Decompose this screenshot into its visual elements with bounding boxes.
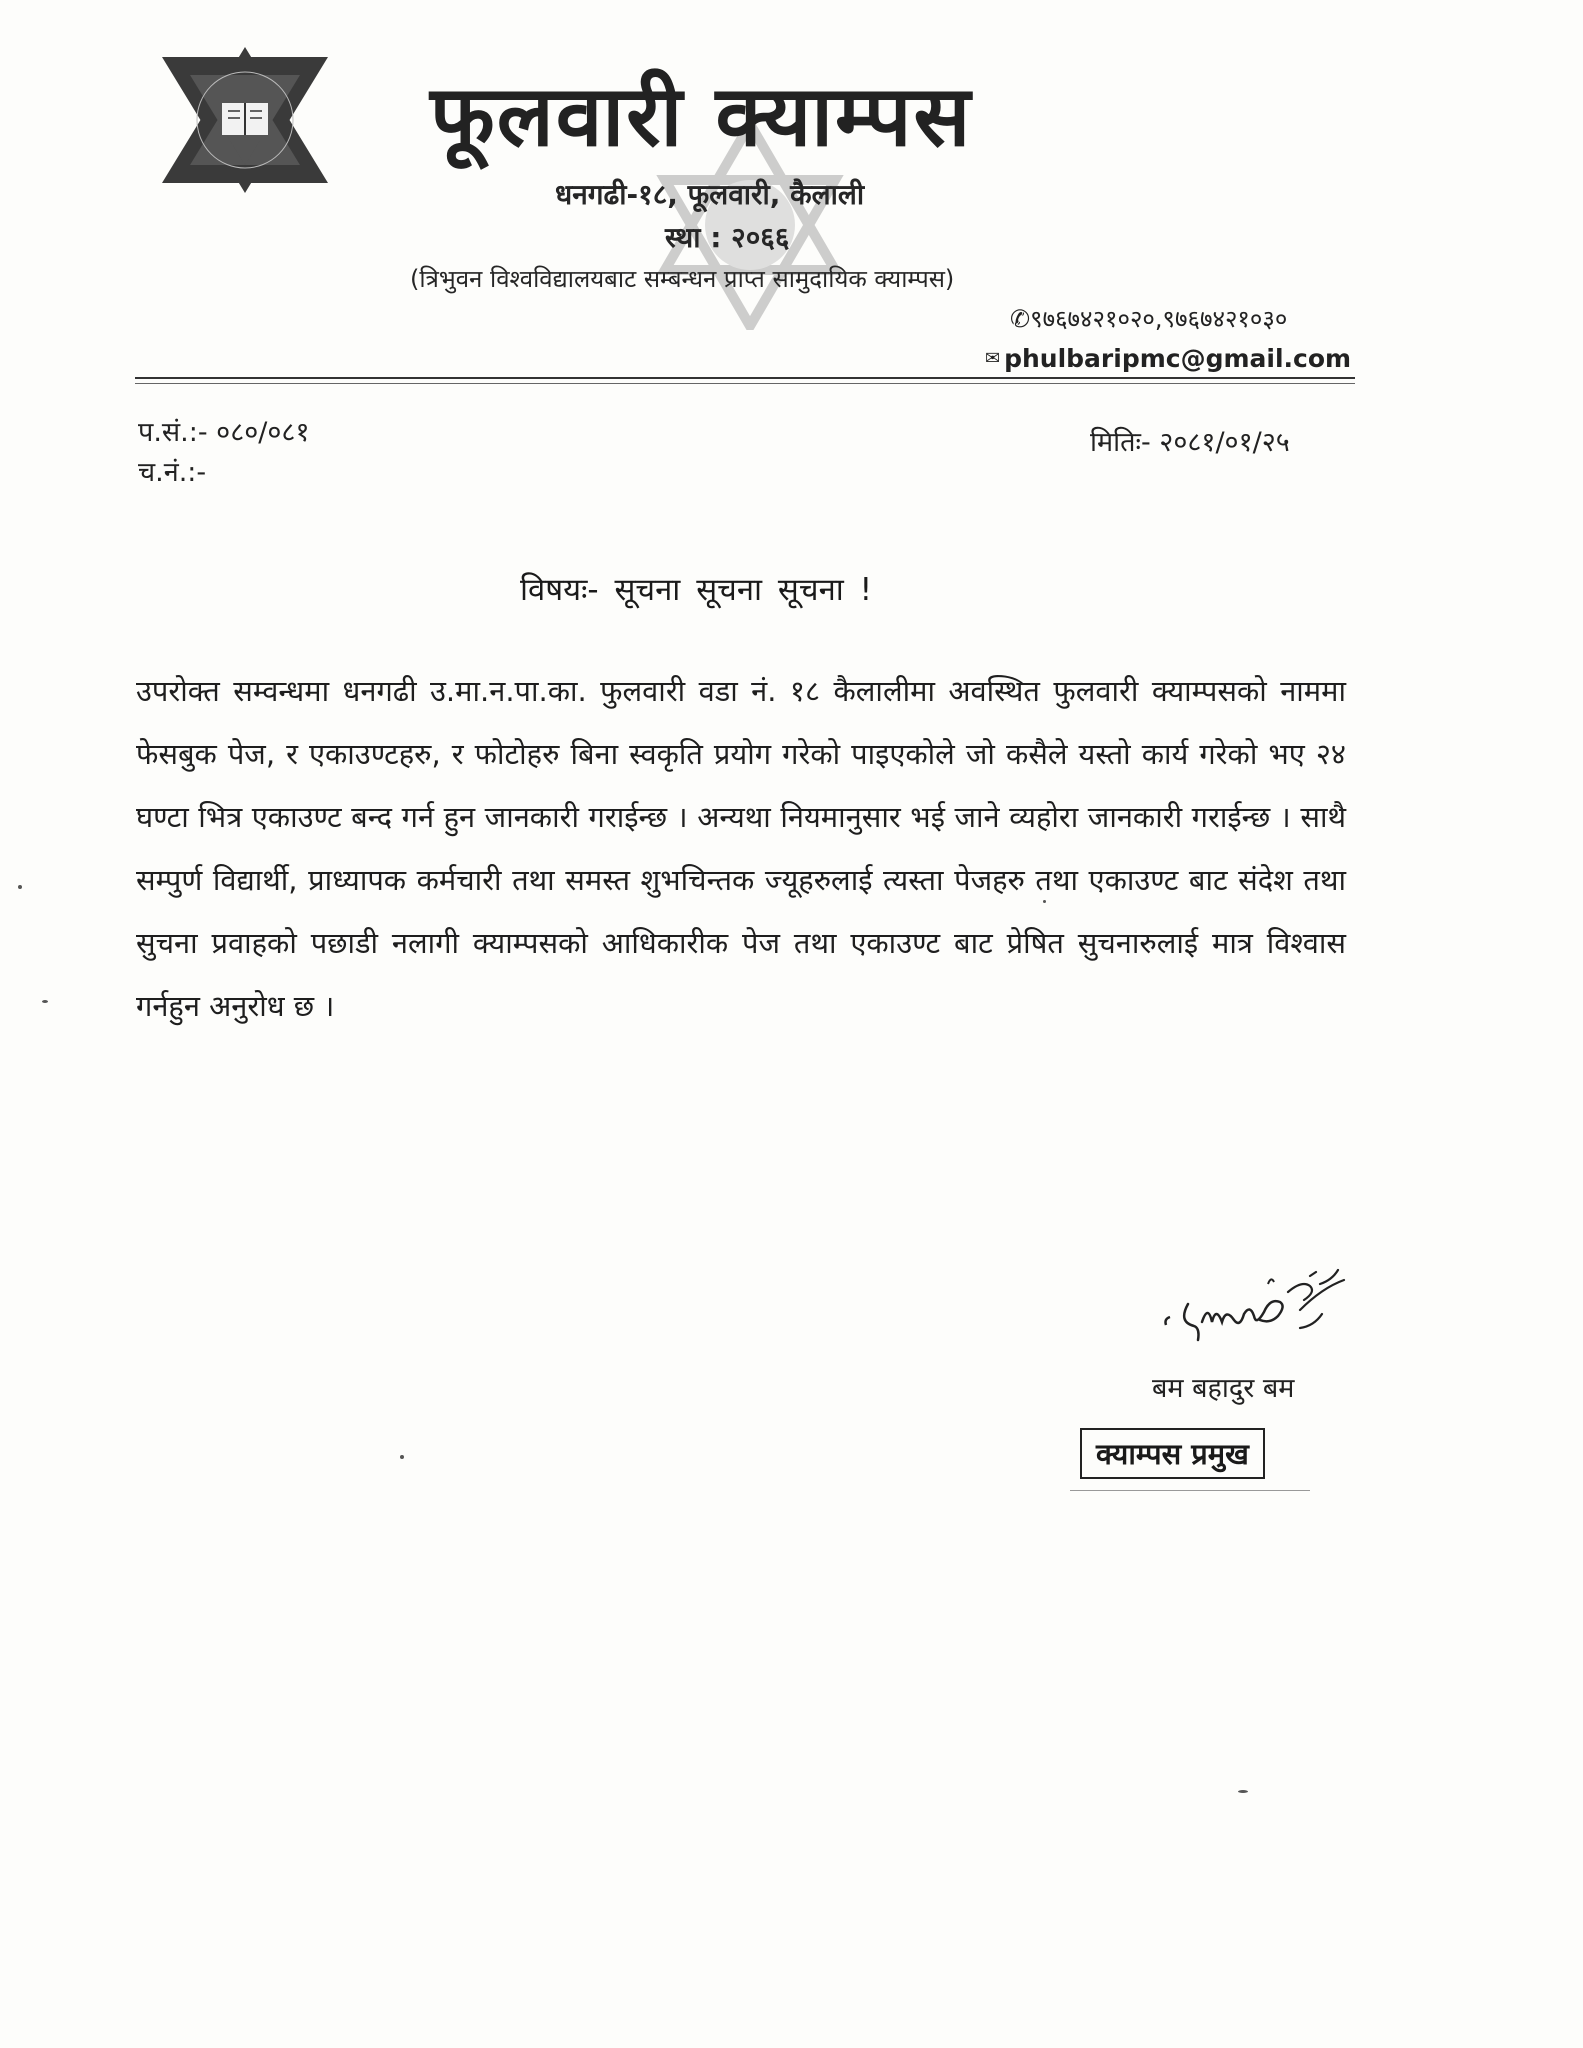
- email-address: [985, 344, 1352, 373]
- signature-underline: [1070, 1490, 1310, 1491]
- scan-speck: [1043, 900, 1046, 903]
- campus-star-logo-icon: [150, 45, 340, 195]
- letter-date: मितिः- २०८१/०१/२५: [1090, 427, 1290, 458]
- signatory-designation: क्याम्पस प्रमुख: [1080, 1428, 1265, 1479]
- scan-speck: [42, 1000, 48, 1003]
- mail-icon: ✉: [985, 348, 1001, 369]
- college-address: धनगढी-१८, फूलवारी, कैलाली: [555, 178, 865, 211]
- email-text: phulbaripmc@gmail.com: [1004, 344, 1352, 373]
- college-name: फूलवारी क्याम्पस: [430, 67, 973, 165]
- scan-speck: [400, 1455, 404, 1459]
- signatory-name: बम बहादुर बम: [1152, 1373, 1295, 1404]
- phone-text: ९७६७४२१०२०,९७६७४२१०३०: [1030, 305, 1288, 333]
- scan-speck: [1238, 1790, 1248, 1793]
- fiscal-year-ref: प.सं.:- ०८०/०८१: [138, 417, 310, 448]
- notice-subject: विषयः- सूचना सूचना सूचना !: [520, 572, 873, 608]
- affiliation-note: (त्रिभुवन विश्वविद्यालयबाट सम्बन्धन प्राप्त सामुदायिक क्याम्पस): [410, 265, 955, 293]
- phone-numbers: [1010, 302, 1340, 335]
- scan-speck: [18, 885, 22, 889]
- dispatch-number: च.नं.:-: [138, 457, 207, 488]
- notice-body: उपरोक्त सम्वन्धमा धनगढी उ.मा.न.पा.का. फुलवारी वडा नं. १८ कैलालीमा अवस्थित फुलवारी क्याम्पसको नाममा फेसबुक पेज, र एकाउण्टहरु, र फोटोहरु बिना स्वकृति प्रयोग गरेको पाइएकोले जो कसैले यस्तो कार्य गरेको भए २४ घण्टा भित्र एकाउण्ट बन्द गर्न हुन जानकारी गराईन्छ । अन्यथा नियमानुसार भई जाने व्यहोरा जानकारी गराईन्छ । साथै सम्पुर्ण विद्यार्थी, प्राध्यापक कर्मचारी तथा समस्त शुभचिन्तक ज्यूहरुलाई त्यस्ता पेजहरु तथा एकाउण्ट बाट संदेश तथा सुचना प्रवाहको पछाडी नलागी क्याम्पसको आधिकारीक पेज तथा एकाउण्ट बाट प्रेषित सुचनारुलाई मात्र विश्वास गर्नहुन अनुरोध छ ।: [136, 674, 1346, 1023]
- handwritten-signature: [1150, 1262, 1360, 1362]
- letterhead-divider-thin: [135, 383, 1355, 384]
- letterhead-divider: [135, 377, 1355, 379]
- established-year: स्था : २०६६: [665, 221, 790, 254]
- phone-icon: ✆: [1010, 305, 1031, 333]
